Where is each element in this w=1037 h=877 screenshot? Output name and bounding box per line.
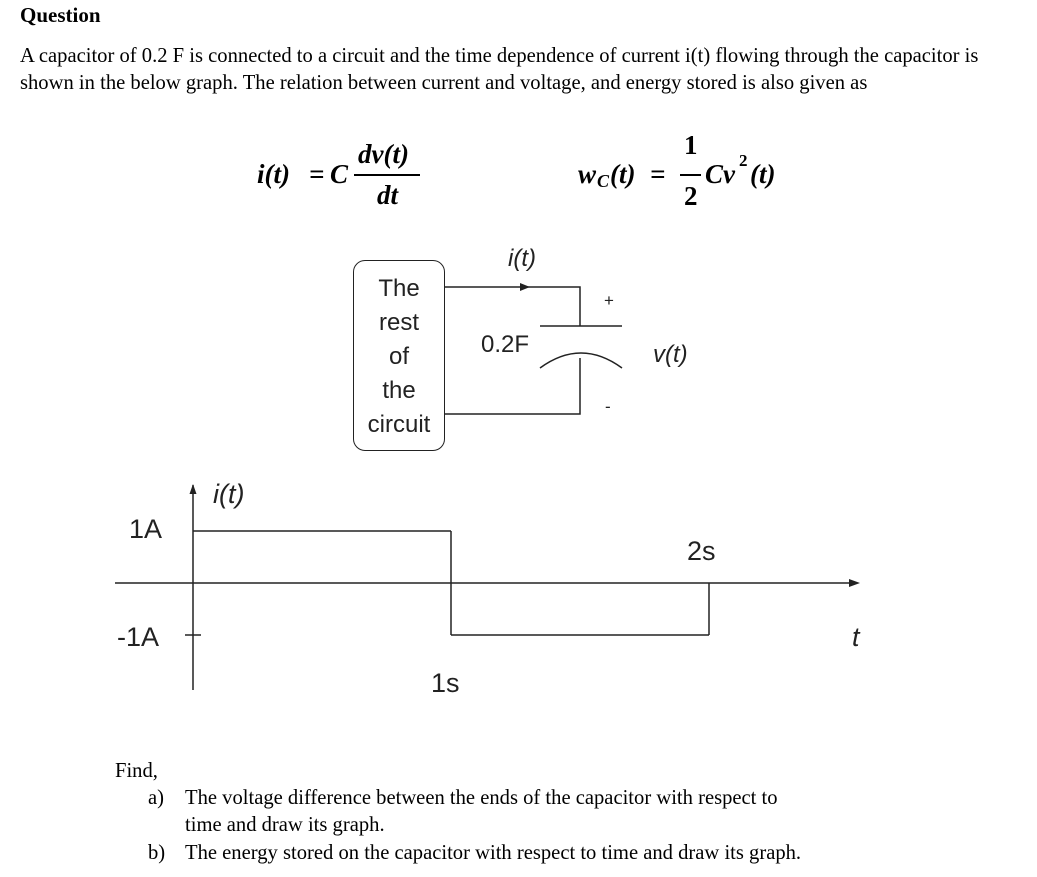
rest-box-line: of [388,343,409,370]
formula-energy-rhs-arg: (t) [750,159,776,189]
find-intro: Find, [115,760,158,782]
y-axis-label: i(t) [213,479,245,509]
question-intro: A capacitor of 0.2 F is connected to a circuit and the time dependence of current i(t) flowing through the capacitor is shown in the below graph. The relation between current and voltage, and energy stored is also given as [20,45,979,94]
rest-box-line: circuit [367,411,431,438]
y-tick-label-neg-1a: -1A [117,622,160,652]
formula-current-denominator: dt [377,180,399,210]
formula-energy-frac-num: 1 [684,130,698,160]
formula-current-lhs: i(t) [257,159,290,189]
question-heading: Question [20,3,101,27]
plus-sign: + [604,291,614,310]
x-axis-arrow-icon [849,579,860,587]
question-a-marker: a) [148,787,164,809]
formula-energy-subscript: C [597,171,610,191]
formula-current-equals: = [309,159,325,189]
capacitance-label: 0.2F [481,331,530,358]
formula-current-numerator: dv(t) [358,139,409,169]
question-b-line1: The energy stored on the capacitor with respect to time and draw its graph. [185,842,802,864]
formula-current-coef: C [330,159,349,189]
formula-energy-arg: (t) [610,159,636,189]
formula-energy-frac-den: 2 [684,181,698,211]
y-axis-arrow-icon [190,484,197,494]
voltage-label: v(t) [653,341,688,368]
rest-box-line: the [382,377,416,404]
x-tick-label-2s: 2s [687,536,716,566]
x-tick-label-1s: 1s [431,668,460,698]
question-a-line2: time and draw its graph. [185,814,385,836]
formula-energy-equals: = [650,159,666,189]
rest-box-line: rest [378,309,419,336]
formula-energy-exponent: 2 [739,151,748,170]
formula-energy-w: w [578,159,597,189]
circuit-current-label: i(t) [508,245,536,272]
x-axis-label: t [852,622,860,652]
formula-energy-rhs: Cv [705,159,735,189]
rest-box-line: The [378,275,420,302]
y-tick-label-1a: 1A [129,514,163,544]
question-a-line1: The voltage difference between the ends of the capacitor with respect to [185,787,778,809]
minus-sign: - [605,397,611,416]
question-b-marker: b) [148,842,166,864]
